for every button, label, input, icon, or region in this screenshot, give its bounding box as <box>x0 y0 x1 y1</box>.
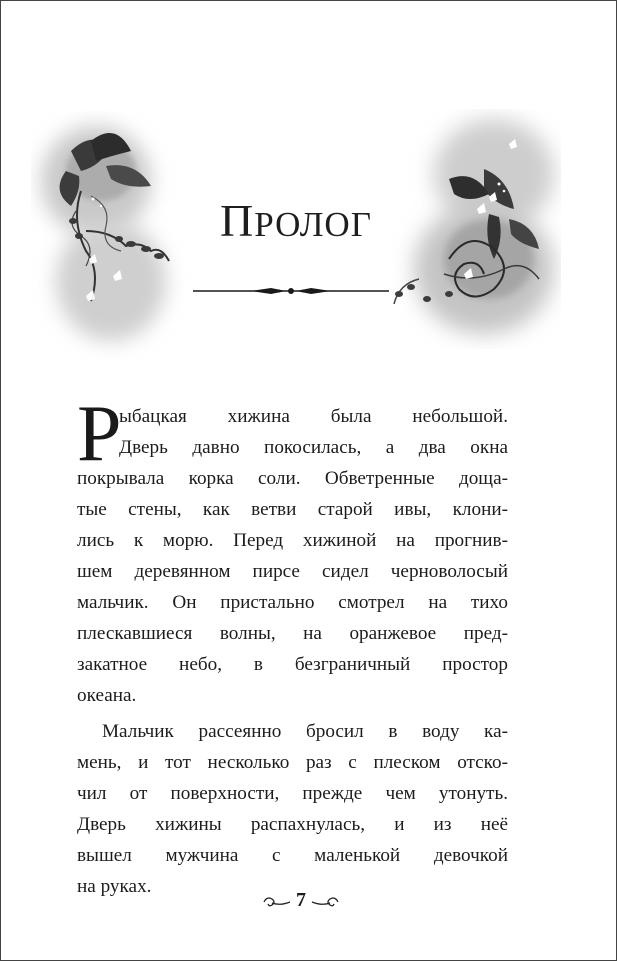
drop-cap: Р <box>77 390 122 478</box>
text-line: чил от поверхности, прежде чем утонуть. <box>77 783 508 804</box>
text-line: ыбацкая хижина была небольшой. <box>119 406 508 427</box>
text-line: мень, и тот несколько раз с плеском отско- <box>77 752 508 773</box>
body-text <box>77 390 508 902</box>
chapter-title-rest: РОЛОГ <box>254 205 372 244</box>
text-line: Дверь давно покосилась, а два окна <box>119 437 508 458</box>
text-line: шем деревянном пирсе сидел черноволосый <box>77 561 508 582</box>
text-line: океана. <box>77 685 137 706</box>
text-line: вышел мужчина с маленькой девочкой <box>77 845 508 866</box>
page-number: 7 <box>296 889 306 911</box>
curl-ornament-left-icon <box>262 895 292 909</box>
text-line: плескавшиеся волны, на оранжевое пред- <box>77 623 508 644</box>
text-line: закатное небо, в безграничный простор <box>77 654 508 675</box>
text-line: Дверь хижины распахнулась, и из неё <box>77 814 508 835</box>
text-line: тые стены, как ветви старой ивы, клони- <box>77 499 508 520</box>
paragraph-2 <box>77 716 508 902</box>
paragraph-1 <box>77 390 508 711</box>
text-line: на руках. <box>77 876 152 897</box>
ornamental-rule-icon <box>191 281 391 301</box>
text-line: мальчик. Он пристально смотрел на тихо <box>77 592 508 613</box>
text-line: покрывала корка соли. Обветренные доща- <box>77 468 508 489</box>
curl-ornament-right-icon <box>310 895 340 909</box>
text-line: Мальчик рассеянно бросил в воду ка- <box>102 721 508 742</box>
text-line: лись к морю. Перед хижиной на прогнив- <box>77 530 508 551</box>
page-footer <box>241 885 361 915</box>
chapter-title <box>161 193 431 253</box>
chapter-title-initial: П <box>220 195 255 246</box>
